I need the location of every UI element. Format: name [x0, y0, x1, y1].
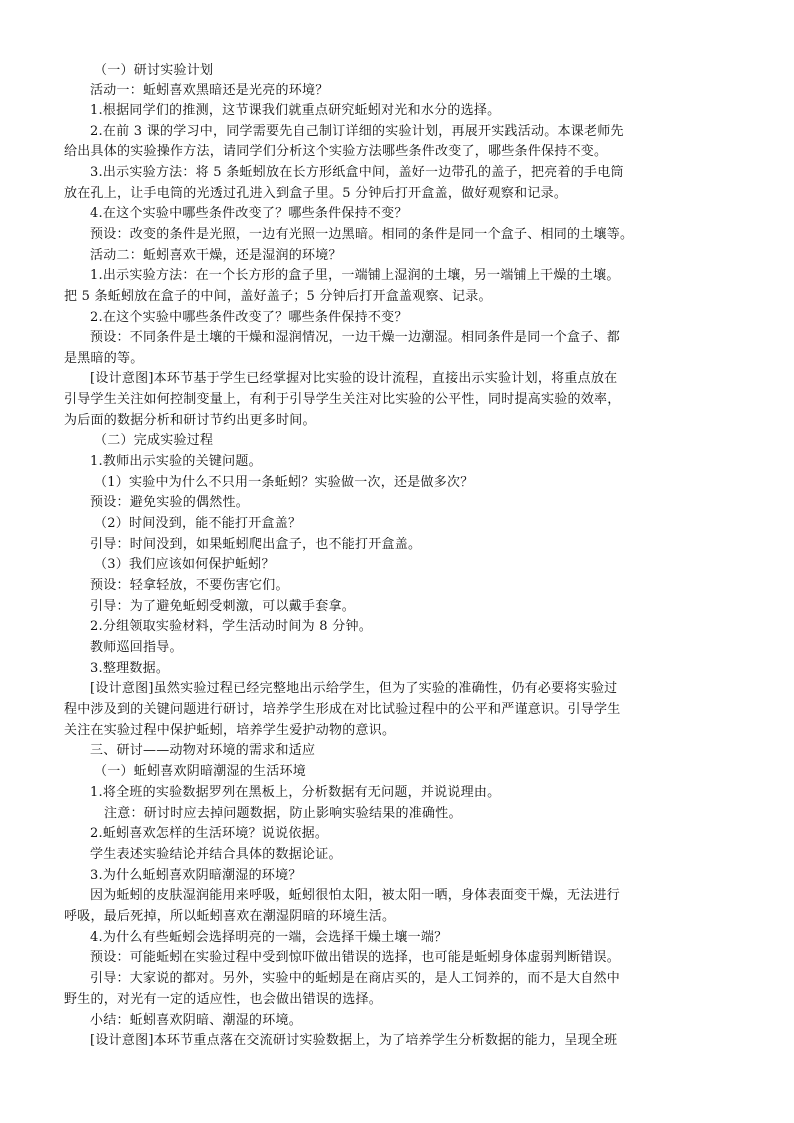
text-line: 4.为什么有些蚯蚓会选择明亮的一端，会选择干燥土壤一端？ [90, 930, 448, 945]
text-line: 预设：改变的条件是光照，一边有光照一边黑暗。相同的条件是同一个盒子、相同的土壤等。 [90, 227, 634, 242]
text-line: 三、研讨——动物对环境的需求和适应 [90, 743, 316, 758]
text-line: 引导：为了避免蚯蚓受刺激，可以戴手套拿。 [90, 599, 356, 614]
text-line: 呼吸，最后死掉，所以蚯蚓喜欢在潮湿阴暗的环境生活。 [64, 909, 396, 924]
text-line: 1.教师出示实验的关键问题。 [90, 454, 262, 469]
text-line: 预设：避免实验的偶然性。 [90, 495, 250, 510]
text-line: 1.出示实验方法：在一个长方形的盒子里，一端铺上湿润的土壤，另一端铺上干燥的土壤。 [90, 268, 620, 283]
text-line: 是黑暗的等。 [64, 351, 144, 366]
text-line: 3.整理数据。 [90, 661, 170, 676]
text-line: （2）时间没到，能不能打开盒盖？ [94, 516, 302, 531]
text-line: 活动二：蚯蚓喜欢干燥，还是湿润的环境？ [90, 248, 342, 263]
text-line: 小结：蚯蚓喜欢阴暗、潮湿的环境。 [90, 1013, 303, 1028]
text-line: [设计意图]本环节基于学生已经掌握对比实验的设计流程，直接出示实验计划，将重点放在 [90, 371, 618, 386]
text-line: 3.出示实验方法：将 5 条蚯蚓放在长方形纸盒中间，盖好一边带孔的盖子，把亮着的手电筒 [90, 165, 624, 180]
text-line: 2.在前 3 课的学习中，同学需要先自己制订详细的实验计划，再展开实践活动。本课老师先 [90, 124, 624, 139]
text-line: 引导：时间没到，如果蚯蚓爬出盒子，也不能打开盒盖。 [90, 537, 422, 552]
text-line: （二）完成实验过程 [94, 433, 214, 448]
text-line: 3.为什么蚯蚓喜欢阴暗潮湿的环境？ [90, 868, 302, 883]
text-line: 1.将全班的实验数据罗列在黑板上，分析数据有无问题，并说说理由。 [90, 785, 501, 800]
text-line: [设计意图]本环节重点落在交流研讨实验数据上，为了培养学生分析数据的能力，呈现全班 [90, 1033, 618, 1048]
text-line: 学生表述实验结论并结合具体的数据论证。 [90, 847, 342, 862]
text-line: 预设：可能蚯蚓在实验过程中受到惊吓做出错误的选择，也可能是蚯蚓身体虚弱判断错误。 [90, 950, 621, 965]
text-line: 为后面的数据分析和研讨节约出更多时间。 [64, 413, 316, 428]
text-line: 放在孔上，让手电筒的光透过孔进入到盒子里。5 分钟后打开盒盖，做好观察和记录。 [64, 186, 568, 201]
text-line: 2.蚯蚓喜欢怎样的生活环境？说说依据。 [90, 826, 329, 841]
text-line: 4.在这个实验中哪些条件改变了？哪些条件保持不变？ [90, 206, 408, 221]
text-line: 因为蚯蚓的皮肤湿润能用来呼吸，蚯蚓很怕太阳，被太阳一晒，身体表面变干燥，无法进行 [90, 888, 621, 903]
text-line: 引导：大家说的都对。另外，实验中的蚯蚓是在商店买的，是人工饲养的，而不是大自然中 [90, 971, 621, 986]
text-line: 程中涉及到的关键问题进行研讨，培养学生形成在对比试验过程中的公平和严谨意识。引导学生 [64, 702, 621, 717]
text-line: 1.根据同学们的推测，这节课我们就重点研究蚯蚓对光和水分的选择。 [90, 103, 501, 118]
text-line: [设计意图]虽然实验过程已经完整地出示给学生，但为了实验的准确性，仍有必要将实验过 [90, 681, 618, 696]
text-line: 野生的，对光有一定的适应性，也会做出错误的选择。 [64, 992, 383, 1007]
text-line: 预设：不同条件是土壤的干燥和湿润情况，一边干燥一边潮湿。相同条件是同一个盒子、都 [90, 330, 621, 345]
text-line: 活动一：蚯蚓喜欢黑暗还是光亮的环境？ [90, 83, 329, 98]
text-line: 2.在这个实验中哪些条件改变了？哪些条件保持不变？ [90, 310, 408, 325]
text-line: 2.分组领取实验材料，学生活动时间为 8 分钟。 [90, 619, 372, 634]
text-line: （3）我们应该如何保护蚯蚓？ [94, 557, 275, 572]
text-line: 关注在实验过程中保护蚯蚓，培养学生爱护动物的意识。 [64, 723, 396, 738]
text-line: 注意：研讨时应去掉问题数据，防止影响实验结果的准确性。 [104, 806, 462, 821]
text-line: （1）实验中为什么不只用一条蚯蚓？实验做一次，还是做多次？ [94, 475, 474, 490]
text-line: 预设：轻拿轻放，不要伤害它们。 [90, 578, 289, 593]
text-line: （一）蚯蚓喜欢阴暗潮湿的生活环境 [94, 764, 307, 779]
text-line: 给出具体的实验操作方法，请同学们分析这个实验方法哪些条件改变了，哪些条件保持不变。 [64, 144, 608, 159]
text-line: 教师巡回指导。 [90, 640, 183, 655]
text-line: 引导学生关注如何控制变量上，有利于引导学生关注对比实验的公平性，同时提高实验的效率， [64, 392, 621, 407]
text-line: （一）研讨实验计划 [94, 63, 214, 78]
text-line: 把 5 条蚯蚓放在盒子的中间，盖好盖子；5 分钟后打开盒盖观察、记录。 [64, 289, 492, 304]
